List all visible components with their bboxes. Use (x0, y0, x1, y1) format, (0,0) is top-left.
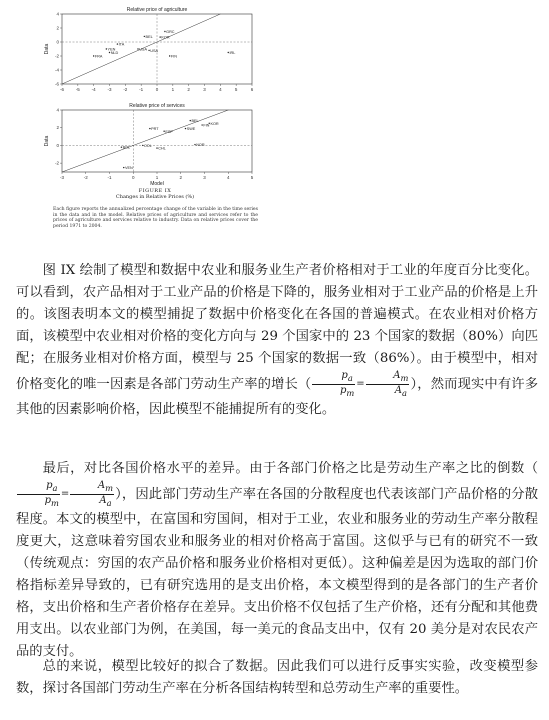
data-point-label: CHL (158, 146, 166, 151)
x-tick-label: -3 (59, 175, 65, 180)
formula-left-2: $\frac{p_a}{p_m}$ (17, 480, 60, 509)
y-tick-label: -2 (54, 53, 59, 59)
x-tick-label: 2 (179, 175, 183, 180)
x-tick-label: -2 (123, 87, 128, 92)
x-tick-label: -2 (83, 175, 88, 180)
paragraph-3 (16, 656, 538, 700)
y-tick-label: 4 (56, 107, 59, 113)
scatter-plots (0, 0, 549, 200)
y-axis-label: Data (44, 135, 50, 147)
data-point-label: FIN (203, 123, 210, 128)
x-tick-label: -6 (59, 87, 65, 92)
data-point-label: FRA (94, 54, 103, 59)
data-point-label: BEL (191, 119, 199, 124)
data-point-label: COL (143, 143, 152, 148)
figure-title: Changes in Relative Prices (%) (115, 194, 195, 200)
data-point-label: ITA (118, 42, 125, 47)
data-point-label: PRT (151, 127, 159, 132)
formula-left: $\frac{p_a}{p_m}$ (312, 370, 355, 399)
data-point-label: FIN (170, 54, 177, 59)
data-point-label: USA (139, 47, 148, 52)
x-tick-label: 4 (219, 87, 222, 92)
x-tick-label: 3 (203, 87, 206, 92)
x-tick-label: 5 (234, 87, 238, 92)
figure-number: FIGURE IX (138, 188, 172, 194)
y-tick-label: 0 (56, 39, 59, 45)
x-tick-label: 1 (155, 175, 159, 180)
y-tick-label: 0 (56, 142, 59, 148)
x-tick-label: -3 (107, 87, 112, 92)
y-axis-label: Data (44, 43, 50, 55)
paragraph-2-text: 最后，对比各国价格水平的差异。由于各部门价格之比是劳动生产率之比的倒数（ (42, 461, 538, 476)
x-tick-label: 5 (250, 175, 254, 180)
figure-caption (55, 188, 255, 200)
data-point-label: USA (150, 48, 159, 53)
x-tick-label: 0 (155, 87, 159, 92)
figure-ix (0, 0, 549, 260)
data-point-label: IRL (229, 51, 236, 55)
x-tick-label: -5 (75, 87, 80, 92)
plot-title: Relative price of agriculture (126, 7, 188, 13)
data-point-label: BOL (122, 145, 131, 150)
paragraph-2 (16, 458, 538, 663)
x-tick-label: -1 (139, 87, 144, 92)
data-point-label: SWE (186, 127, 196, 132)
paragraph-2-text-end: ），因此部门劳动生产率在各国的分散程度也代表该部门产品价格的分散程度。本文的模型中，在富国和穷国间，相对于工业，农业和服务业的劳动生产率分散程度更大，这意味着穷国农业和服务业的相对价格高于富国。这似乎与已有的研究不一致（传统观点：穷国的农产品价格和服务业价格相对更低）。这种偏差是因为选取的部门价格指标差异导致的，已有研究选用的是支出价格，本文模型得到的是各部门的生产者价格，支出价格和生产者价格存在差异。支出价格不仅包括了生产价格，还有分配和其他费用支出。以农业部门为例，在美国，每一美元的食品支出中，仅有 20 美分是对农民农产品的支付。 (16, 487, 538, 659)
data-point-label: NOR (196, 143, 205, 148)
x-tick-label: 4 (226, 175, 230, 180)
y-tick-label: 2 (56, 25, 59, 31)
y-tick-label: 2 (56, 125, 59, 131)
y-tick-label: -6 (54, 81, 59, 87)
x-tick-label: 6 (250, 87, 254, 92)
y-tick-label: 4 (56, 11, 59, 17)
plot-title: Relative price of services (129, 103, 185, 109)
formula-right: $\frac{A_m}{A_a}$ (366, 370, 410, 399)
x-axis-label: Model (150, 181, 164, 187)
data-point-label: KOR (210, 121, 219, 126)
y-tick-label: -2 (54, 160, 59, 166)
formula-equals-2: = (60, 488, 70, 500)
data-point-label: VEN (124, 166, 133, 171)
formula-equals: = (356, 378, 365, 390)
paragraph-1 (16, 260, 538, 421)
data-point-label: NLD (110, 51, 119, 55)
y-tick-label: -4 (54, 67, 59, 73)
data-point-label: YEN (107, 47, 116, 52)
data-point-label: ESP (165, 129, 173, 134)
paragraph-1-text-end: ），然而现实中有许多其他的因素影响价格，因此模型不能捕捉所有的变化。 (16, 377, 538, 417)
data-point-label: KOR (161, 35, 170, 40)
data-point-label: BEL (145, 34, 153, 39)
x-tick-label: -1 (107, 175, 112, 180)
paragraph-1-text: 图 IX 绘制了模型和数据中农业和服务业生产者价格相对于工业的年度百分比变化。可以看到，农产品相对于工业产品的价格是下降的，服务业相对于工业产品的价格是上升的。该图表明本文的模型捕捉了数据中价格变化在各国的普遍模式。在农业相对价格方面，该模型中农业相对价格的变化方向与 29 个国家中的 23 个国家的数据（80%）向匹配；在服务业相对价格方面，模型与 25 个国家的数据一致（86%）。由于模型中，相对价格变化的唯一因素是各部门劳动生产率的增长（ (16, 263, 538, 392)
formula-right-2: $\frac{A_m}{A_a}$ (70, 480, 114, 509)
reference-line-45 (62, 110, 228, 172)
x-tick-label: 0 (131, 175, 135, 180)
figure-note: Each figure reports the annualized percentage change of the variable in the time series in the data and in the model. Relative prices of agriculture and services refer to the prices of agriculture and services relative to industry. Data on relative prices cover the period 1971 to 2004. (53, 207, 258, 229)
x-tick-label: 3 (203, 175, 206, 180)
data-point-label: GRC (166, 30, 175, 34)
paragraph-3-text: 总的来说，模型比较好的拟合了数据。因此我们可以进行反事实实验，改变模型参数，探讨各国部门劳动生产率在分析各国结构转型和总劳动生产率的重要性。 (16, 659, 538, 696)
plot-frame (62, 110, 252, 172)
x-tick-label: 1 (171, 87, 175, 92)
x-tick-label: 2 (187, 87, 190, 92)
x-tick-label: -4 (91, 87, 96, 92)
